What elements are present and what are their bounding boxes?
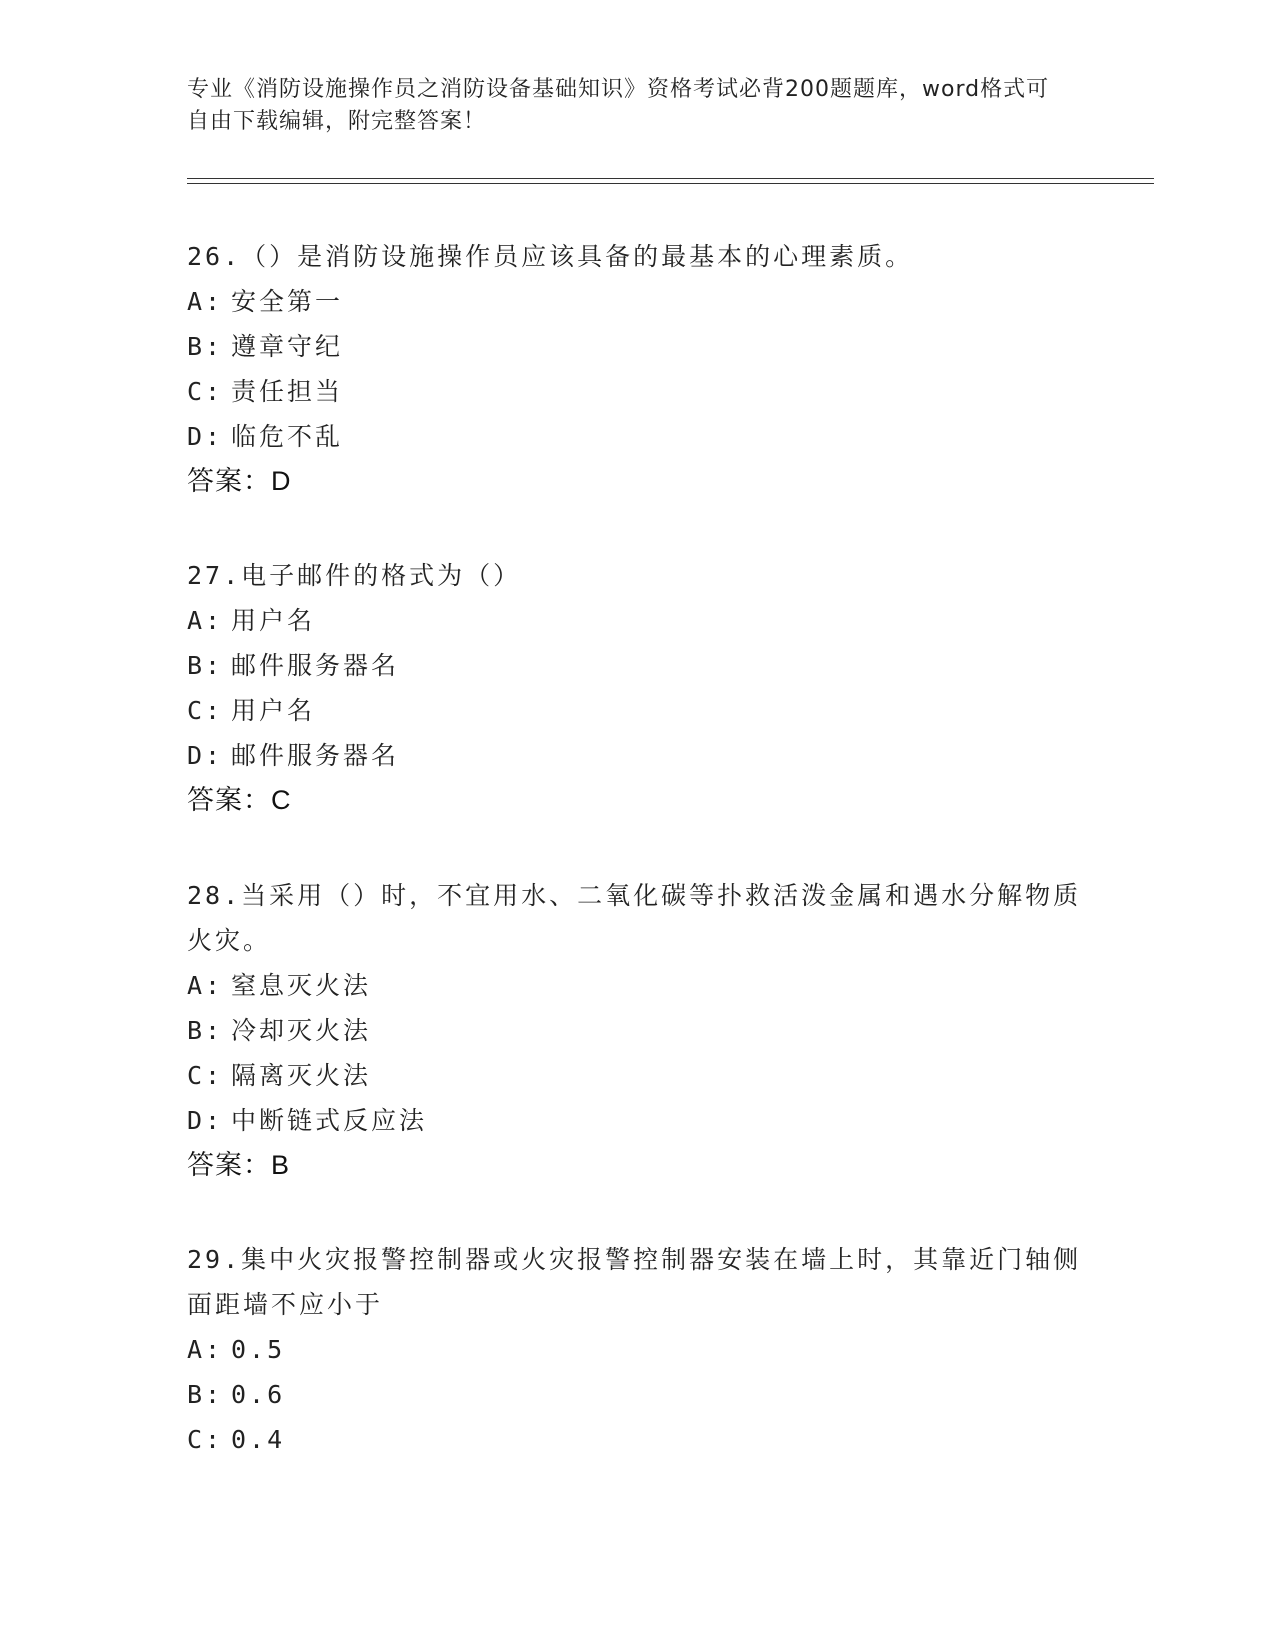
option-key: D: xyxy=(187,741,224,770)
option-text: 窒息灭火法 xyxy=(231,971,372,1000)
option-a xyxy=(187,963,1087,1008)
option-c xyxy=(187,1417,1087,1462)
option-key: B: xyxy=(187,651,224,680)
option-d xyxy=(187,1098,1087,1143)
option-key: B: xyxy=(187,332,224,361)
option-a xyxy=(187,279,1087,324)
option-text: 临危不乱 xyxy=(231,422,344,451)
option-text: 用户名 xyxy=(231,696,316,725)
option-c xyxy=(187,369,1087,414)
header-divider-top xyxy=(187,178,1154,179)
option-key: A: xyxy=(187,606,224,635)
option-key: A: xyxy=(187,287,224,316)
option-c xyxy=(187,1053,1087,1098)
option-text: 责任担当 xyxy=(231,377,344,406)
option-d xyxy=(187,733,1087,778)
option-a xyxy=(187,1327,1087,1372)
option-key: C: xyxy=(187,696,224,725)
option-key: B: xyxy=(187,1016,224,1045)
option-text: 邮件服务器名 xyxy=(231,651,400,680)
question-29 xyxy=(187,1237,1087,1462)
option-key: B: xyxy=(187,1380,224,1409)
option-text: 邮件服务器名 xyxy=(231,741,400,770)
question-answer: 答案：D xyxy=(187,466,292,496)
option-text: 用户名 xyxy=(231,606,316,635)
question-26 xyxy=(187,234,1087,504)
option-text: 0.4 xyxy=(231,1425,286,1454)
option-b xyxy=(187,1008,1087,1053)
option-c xyxy=(187,688,1087,733)
option-key: C: xyxy=(187,1061,224,1090)
option-text: 0.6 xyxy=(231,1380,286,1409)
option-key: D: xyxy=(187,1106,224,1135)
option-text: 中断链式反应法 xyxy=(231,1106,428,1135)
question-stem: 27.电子邮件的格式为（） xyxy=(187,561,522,590)
question-stem: 28.当采用（）时，不宜用水、二氧化碳等扑救活泼金属和遇水分解物质火灾。 xyxy=(187,881,1082,955)
option-text: 冷却灭火法 xyxy=(231,1016,372,1045)
option-text: 隔离灭火法 xyxy=(231,1061,372,1090)
question-28 xyxy=(187,873,1087,1188)
option-key: D: xyxy=(187,422,224,451)
header-divider-bottom xyxy=(187,183,1154,184)
question-stem: 29.集中火灾报警控制器或火灾报警控制器安装在墙上时，其靠近门轴侧面距墙不应小于 xyxy=(187,1245,1082,1319)
option-text: 遵章守纪 xyxy=(231,332,344,361)
option-text: 安全第一 xyxy=(231,287,344,316)
question-stem: 26.（）是消防设施操作员应该具备的最基本的心理素质。 xyxy=(187,242,914,271)
document-header: 专业《消防设施操作员之消防设备基础知识》资格考试必背200题题库，word格式可自由下载编辑，附完整答案！ xyxy=(187,77,1050,134)
question-answer: 答案：B xyxy=(187,1150,291,1180)
option-d xyxy=(187,414,1087,459)
option-b xyxy=(187,643,1087,688)
option-b xyxy=(187,324,1087,369)
option-key: C: xyxy=(187,377,224,406)
option-a xyxy=(187,598,1087,643)
question-answer: 答案：C xyxy=(187,785,292,815)
option-text: 0.5 xyxy=(231,1335,286,1364)
option-key: C: xyxy=(187,1425,224,1454)
option-b xyxy=(187,1372,1087,1417)
option-key: A: xyxy=(187,971,224,1000)
question-27 xyxy=(187,553,1087,823)
option-key: A: xyxy=(187,1335,224,1364)
